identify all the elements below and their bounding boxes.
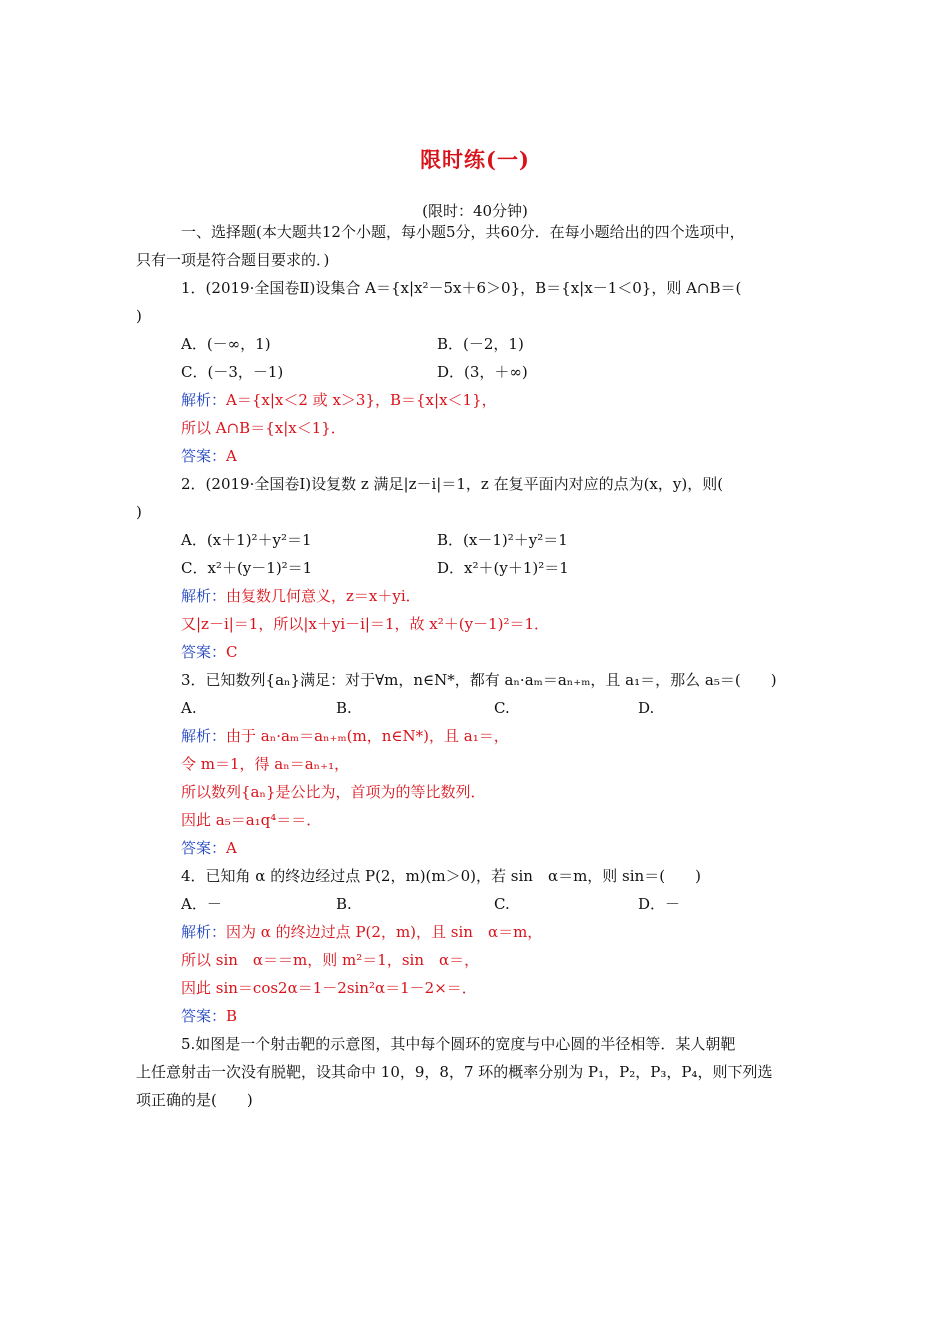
q2-answer (181, 642, 238, 662)
time-limit: (限时：40分钟) (422, 202, 528, 220)
q3-option-c: C. (494, 699, 510, 717)
q2-option-b: B．(x－1)²＋y²＝1 (437, 531, 568, 549)
q3-option-b: B. (336, 699, 352, 717)
q4-answer (181, 1006, 237, 1026)
q1-analysis-text: A＝{x|x＜2 或 x＞3}，B＝{x|x＜1}， (226, 391, 497, 409)
q2-analysis (181, 586, 421, 606)
q1-option-a: A．(－∞，1) (181, 335, 271, 353)
q1-option-d: D．(3，＋∞) (437, 363, 528, 381)
q4-option-a: A．－ (181, 895, 222, 913)
q4-analysis (181, 922, 542, 942)
q3-analysis-line2: 令 m＝1，得 aₙ＝aₙ₊₁， (181, 755, 350, 773)
q5-stem: 5.如图是一个射击靶的示意图，其中每个圆环的宽度与中心圆的半径相等．某人朝靶 (181, 1035, 736, 1053)
q4-analysis-text: 因为 α 的终边过点 P(2，m)，且 sin α＝m， (226, 923, 543, 941)
q3-analysis (181, 726, 509, 746)
q2-stem: 2．(2019·全国卷Ⅰ)设复数 z 满足|z－i|＝1，z 在复平面内对应的点为(x，y)，则( (181, 475, 724, 493)
q1-analysis (181, 390, 497, 410)
q4-stem: 4．已知角 α 的终边经过点 P(2，m)(m＞0)，若 sin α＝m，则 sin＝( ) (181, 867, 701, 885)
q5-stem-line2: 上任意射击一次没有脱靶，设其命中 10，9，8，7 环的概率分别为 P₁，P₂，P₃，P₄，则下列选 (136, 1063, 773, 1081)
q1-analysis-line2: 所以 A∩B＝{x|x＜1}． (181, 419, 346, 437)
q2-analysis-line2: 又|z－i|＝1，所以|x＋yi－i|＝1，故 x²＋(y－1)²＝1． (181, 615, 550, 633)
q1-option-c: C．(－3，－1) (181, 363, 284, 381)
analysis-label: 解析： (181, 727, 227, 745)
q3-analysis-text: 由于 aₙ·aₘ＝aₙ₊ₘ(m，n∈N*)，且 a₁＝， (226, 727, 509, 745)
page-title: 限时练(一) (420, 147, 530, 172)
q3-analysis-line4: 因此 a₅＝a₁q⁴＝＝． (181, 811, 322, 829)
q1-stem: 1．(2019·全国卷Ⅱ)设集合 A＝{x|x²－5x＋6＞0}，B＝{x|x－1＜0}，则 A∩B＝( (181, 279, 742, 297)
section-intro-line2: 只有一项是符合题目要求的．) (136, 251, 330, 269)
answer-label: 答案： (181, 643, 227, 661)
q3-analysis-line3: 所以数列{aₙ}是公比为，首项为的等比数列． (181, 783, 486, 801)
q3-option-d: D. (638, 699, 655, 717)
q3-stem: 3．已知数列{aₙ}满足：对于∀m，n∈N*，都有 aₙ·aₘ＝aₙ₊ₘ，且 a₁＝，那么 a₅＝( ) (181, 671, 777, 689)
q2-option-d: D．x²＋(y＋1)²＝1 (437, 559, 569, 577)
q4-analysis-line2: 所以 sin α＝＝m，则 m²＝1，sin α＝， (181, 951, 480, 969)
q2-option-c: C．x²＋(y－1)²＝1 (181, 559, 313, 577)
q3-answer (181, 838, 237, 858)
q2-analysis-text: 由复数几何意义，z＝x＋yi． (226, 587, 421, 605)
q2-stem-cont: ) (136, 503, 142, 521)
analysis-label: 解析： (181, 923, 227, 941)
q1-answer-value: A (226, 447, 237, 465)
answer-label: 答案： (181, 839, 227, 857)
q5-stem-line3: 项正确的是( ) (136, 1091, 253, 1109)
q3-option-a: A. (181, 699, 197, 717)
q4-analysis-line3: 因此 sin＝cos2α＝1－2sin²α＝1－2×＝． (181, 979, 477, 997)
q4-answer-value: B (226, 1007, 238, 1025)
analysis-label: 解析： (181, 391, 227, 409)
q1-option-b: B．(－2，1) (437, 335, 524, 353)
q1-stem-cont: ) (136, 307, 142, 325)
q4-option-c: C. (494, 895, 510, 913)
q2-answer-value: C (226, 643, 238, 661)
q3-answer-value: A (226, 839, 237, 857)
answer-label: 答案： (181, 1007, 227, 1025)
section-intro-line1: 一、选择题(本大题共12个小题，每小题5分，共60分．在每小题给出的四个选项中， (181, 223, 745, 241)
q2-option-a: A．(x＋1)²＋y²＝1 (181, 531, 312, 549)
analysis-label: 解析： (181, 587, 227, 605)
q4-option-d: D．－ (638, 895, 681, 913)
q1-answer (181, 446, 237, 466)
q4-option-b: B. (336, 895, 352, 913)
answer-label: 答案： (181, 447, 227, 465)
